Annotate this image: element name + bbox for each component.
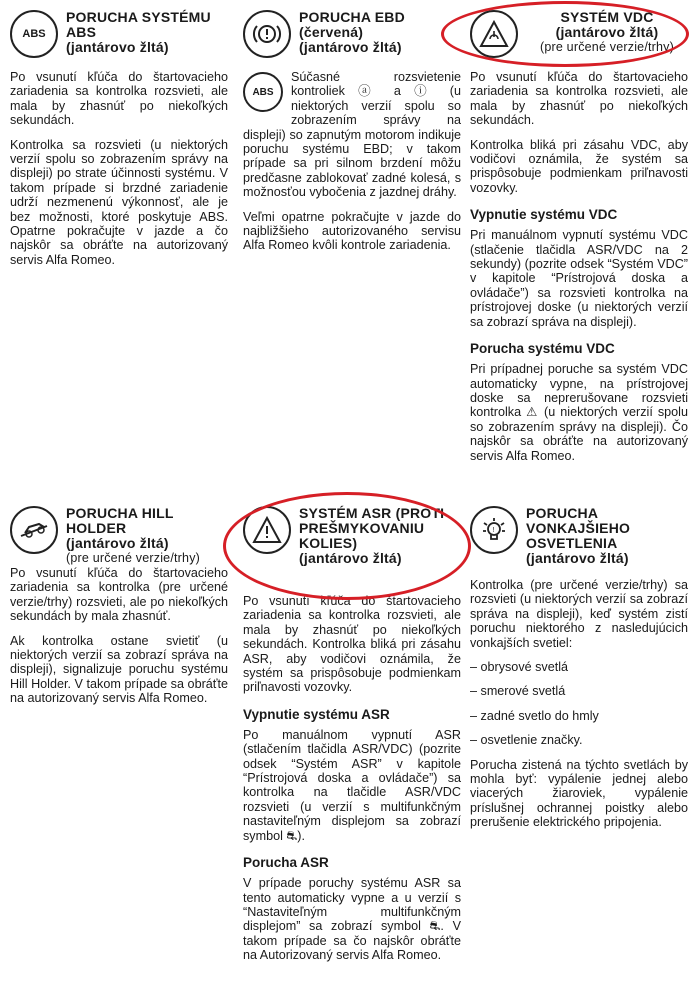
vdc-warning-icon: [470, 10, 518, 58]
section-ebd-header: [243, 6, 461, 70]
section-ebd: [243, 6, 461, 263]
vdc-off-heading: Vypnutie systému VDC: [470, 207, 618, 223]
asr-warning-icon: [243, 506, 291, 554]
hill-paragraph-1: Po vsunutí kľúča do štartovacieho zariadenia sa kontrolka (pre určené verzie/trhy) rozsvieti, ale po niekoľkých sekundách by mala zhasnúť.: [10, 566, 228, 624]
svg-text:!: !: [492, 527, 495, 534]
hill-paragraph-2: Ak kontrolka ostane svietiť (u niektorých verzií sa zobrazí správa na displeji), signalizuje poruchu systému Hill Holder. V takom prípade sa obráťte na autorizovaný servis Alfa Romeo.: [10, 633, 228, 706]
vdc-paragraph-2: Kontrolka bliká pri zásahu VDC, aby vodičovi oznámila, že systém sa prispôsobuje podmienkam priľnavosti vozovky.: [470, 137, 688, 195]
ebd-paragraph-2: Veľmi opatrne pokračujte v jazde do najbližšieho autorizovaného servisu Alfa Romeo kvôli kontrole zariadenia.: [243, 209, 461, 253]
ebd-color-amber: (jantárovo žltá): [299, 39, 402, 55]
section-asr: [243, 502, 461, 973]
vdc-title: SYSTÉM VDC: [560, 9, 654, 25]
light-list-item: – zadné svetlo do hmly: [470, 709, 688, 723]
hill-holder-icon: [10, 506, 58, 554]
vdc-paragraph-3: Pri manuálnom vypnutí systému VDC (stlačenie tlačidla ASR/VDC na 2 sekundy) (pozrite odsek “Systém VDC” v kapitole “Prístrojová doska a ovládače”) sa rozsvieti kontrolka na prístrojovej doske (u niektorých verzií sa zobrazí správa na displeji).: [470, 228, 688, 329]
section-hill-header: [10, 502, 228, 566]
asr-fault-heading: Porucha ASR: [243, 855, 329, 871]
vdc-color: (jantárovo žltá): [555, 24, 659, 40]
abs-warning-icon: [10, 10, 58, 58]
abs-small-icon-label: ABS: [252, 86, 274, 98]
light-list-item: – osvetlenie značky.: [470, 733, 688, 747]
abs-paragraph-2: Kontrolka sa rozsvieti (u niektorých verzií spolu so zobrazením správy na displeji) po strate účinnosti systému. V takom prípade si brzdné zariadenie udrží nezmenenú výkonnosť, ale je bez možnosti, ktoré poskytuje ABS. Opatrne pokračujte v jazde a čo najskôr sa obráťte na autorizovaný servis Alfa Romeo.: [10, 137, 228, 267]
vdc-paragraph-4: Pri prípadnej poruche sa systém VDC automaticky vypne, na prístrojovej doske sa neprerušovane rozsvieti kontrolka ⚠ (u niektorých verzií spolu so zobrazením správy na displeji). Čo najskôr sa obráťte na autorizovaný servis Alfa Romeo.: [470, 362, 688, 463]
section-hill-holder: [10, 502, 228, 716]
hill-color: (jantárovo žltá): [66, 535, 169, 551]
vdc-paragraph-1: Po vsunutí kľúča do štartovacieho zariadenia sa kontrolka rozsvieti, ale mala by zhasnúť po niekoľkých sekundách.: [470, 70, 688, 128]
asr-paragraph-3: V prípade poruchy systému ASR sa tento automaticky vypne a u verzií s “Nastaviteľným multifunkčným displejom” sa zobrazí symbol ⛐. V takom prípade sa čo najskôr obráťte na Autorizovaný servis Alfa Romeo.: [243, 876, 461, 963]
light-list-item: – obrysové svetlá: [470, 660, 688, 674]
vdc-fault-heading: Porucha systému VDC: [470, 341, 615, 357]
vdc-note: (pre určené verzie/trhy): [539, 40, 674, 54]
abs-paragraph-1: Po vsunutí kľúča do štartovacieho zariadenia sa kontrolka rozsvieti, ale mala by zhasnúť po niekoľkých sekundách.: [10, 70, 228, 128]
light-list: [470, 660, 688, 748]
ebd-paragraph-1: Súčasné rozsvietenie kontroliek ⓐ a ⓘ (u niektorých verzií spolu so zobrazením správy na displeji) so zapnutým motorom indikuje poruchu systému EBD; v takom prípade sa pri silnom brzdení môžu predčasne zablokovať zadné kolesá, s možnosťou vybočenia z jazdnej dráhy.: [243, 70, 461, 200]
light-paragraph-1: Kontrolka (pre určené verzie/trhy) sa rozsvieti (u niektorých verzií sa zobrazí správa na displeji), keď systém zistí poruchu niektorého z nasledujúcich vonkajších svetiel:: [470, 578, 688, 650]
section-vdc-header: [470, 6, 688, 70]
asr-off-heading: Vypnutie systému ASR: [243, 706, 390, 722]
light-list-item: – smerové svetlá: [470, 684, 688, 698]
light-title: PORUCHA VONKAJŠIEHO OSVETLENIA: [526, 505, 631, 551]
light-paragraph-2: Porucha zistená na týchto svetlách by mohla byť: vypálenie jednej alebo viacerých žiaroviek, vypálenie príslušnej ochrannej poistky alebo prerušenie elektrického pripojenia.: [470, 757, 688, 830]
asr-title: SYSTÉM ASR (PROTI PREŠMYKOVANIU KOLIES): [299, 505, 445, 551]
section-asr-header: [243, 502, 461, 594]
ebd-title: PORUCHA EBD: [299, 9, 405, 25]
bulb-failure-icon: [470, 506, 518, 554]
asr-paragraph-1: Po vsunutí kľúča do štartovacieho zariadenia sa kontrolka rozsvieti, ale mala by zhasnúť po niekoľkých sekundách. Kontrolka bliká pri zásahu ASR, aby vodičovi oznámila, že systém sa prispôsobuje podmienkam priľnavosti vozovky.: [243, 594, 461, 695]
section-light-header: [470, 502, 688, 578]
asr-color: (jantárovo žltá): [299, 550, 402, 566]
abs-title: PORUCHA SYSTÉMU ABS: [66, 9, 211, 40]
section-abs-header: [10, 6, 228, 70]
section-exterior-lighting: [470, 502, 688, 840]
asr-paragraph-2: Po manuálnom vypnutí ASR (stlačením tlačidla ASR/VDC) (pozrite odsek “Systém ASR” v kapitole “Prístrojová doska a ovládače”) sa kontrolka na tlačidle ASR/VDC rozsvieti (u verzií s multifunkčným nastaviteľným displejom sa zobrazí symbol ⛐).: [243, 727, 461, 843]
section-abs: [10, 6, 228, 277]
brake-warning-icon: [243, 10, 291, 58]
ebd-color-red: (červená): [299, 24, 364, 40]
hill-note: (pre určené verzie/trhy): [66, 551, 201, 565]
hill-title: PORUCHA HILL HOLDER: [66, 505, 174, 536]
abs-color: (jantárovo žltá): [66, 39, 169, 55]
abs-small-icon: [243, 72, 283, 112]
section-vdc: [470, 6, 688, 473]
light-color: (jantárovo žltá): [526, 550, 629, 566]
abs-icon-label: ABS: [22, 28, 46, 40]
